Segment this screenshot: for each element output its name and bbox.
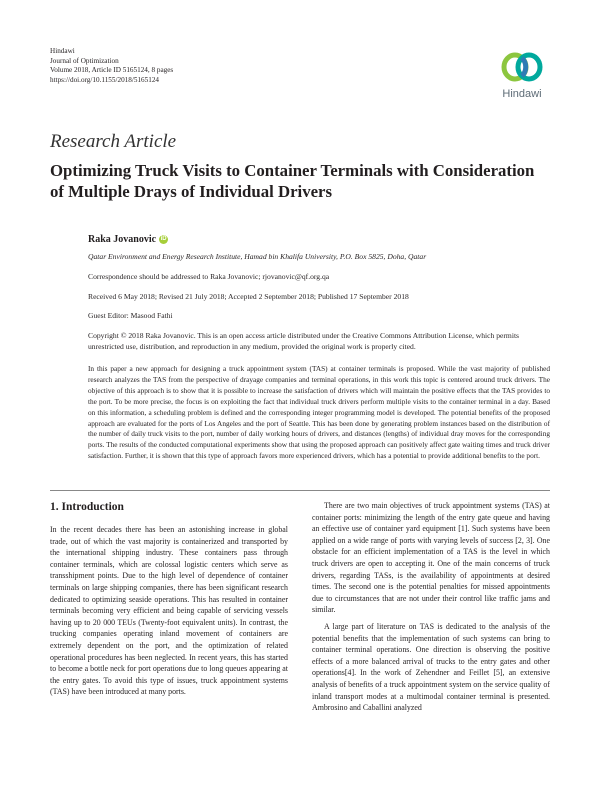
affiliation: Qatar Environment and Energy Research Institute, Hamad bin Khalifa University, P.O. Box 5825, Doha, Qatar xyxy=(88,252,427,261)
left-column xyxy=(50,500,288,698)
doi-link[interactable]: https://doi.org/10.1155/2018/5165124 xyxy=(50,75,160,84)
divider xyxy=(50,490,550,491)
hindawi-logo-icon xyxy=(500,50,544,84)
journal-name: Journal of Optimization xyxy=(50,56,119,65)
publisher-name: Hindawi xyxy=(50,47,75,55)
paragraph: In the recent decades there has been an astonishing increase in global trade, out of which the vast majority is containerized and transported by the international shipping industry. These containers pass through container terminals, which are colossal logistic centers which serve as transshipment points. Due to the high level of dependence of container terminals on large shipping companies, there has been significant research dedicated to optimizing seaside operations. This has resulted in container terminals becoming very efficient and being capable of servicing vessels having up to 20 000 TEUs (Twenty-foot equivalent units). In contrast, the trucking companies operating inland movement of containers are extremely dependent on the port, and the optimization of related operational procedures has been neglected. In recent years, this has started to become a bottle neck for port operations due to long queues appearing at the entry gates. To avoid this type of issues, truck appointment systems (TAS) have been introduced at many ports. xyxy=(50,525,288,697)
paragraph: A large part of literature on TAS is dedicated to the analysis of the potential benefits that the implementation of such systems can bring to container terminal operations. One direction is observing the positive effects of a more balanced arrival of trucks to the entry gates and other operations[4]. In the work of Zehendner and Feillet [5], an extensive analysis of benefits of a truck appointment system on the service quality of inland transport modes at a multimodal container terminal is presented. Ambrosino and Caballini analyzed xyxy=(312,621,550,713)
journal-header xyxy=(50,47,173,85)
abstract: In this paper a new approach for designing a truck appointment system (TAS) at container terminals is proposed. While the vast majority of published research analyzes the TAS from the perspective of drayage companies and terminal operations, in this work this topic is centered around truck drivers. The objective of this approach is to show that it is possible to increase the satisfaction of drivers which will maintain the positive effects that the TAS provides to the port. To be more precise, the focus is on exploiting the fact that individual truck drivers perform multiple visits to the container terminal in a day. Based on this information, a scheduling problem is defined and the corresponding integer programming model is developed. The potential benefits of the proposed approach are evaluated for the ports of Los Angeles and the port of Seattle. This has been done by generating problem instances based on the distribution of the number of daily truck visits to the port, number of daily working hours of drivers, and distances (lengths) of individual dray moves for the corresponding ports. The results of the conducted computational experiments show that using the proposed approach can positively affect gate waiting times and truck driver satisfaction. Further, it is shown that this type of approach favors more experienced drivers, which has a potential to provide additional benefits to the port. xyxy=(88,364,550,461)
paragraph: There are two main objectives of truck appointment systems (TAS) at container ports: minimizing the length of the entry gate queue and having an effective use of container yard equipment [1]. Such systems have been applied on a wide range of ports with varying levels of success [2, 3]. One obstacle for an efficient implementation of a TAS is the level in which truck drivers are open to accepting it. One of the main concerns of truck drivers, regarding TASs, is the availability of appointments at desired times. The second one is the potential penalties for missed appointments due to circumstances that are not under their control like traffic jams and similar. xyxy=(312,501,550,615)
copyright: Copyright © 2018 Raka Jovanovic. This is an open access article distributed under the Creative Commons Attribution License, which permits unrestricted use, distribution, and reproduction in any medium, provided the original work is properly cited. xyxy=(88,331,520,351)
dates: Received 6 May 2018; Revised 21 July 2018; Accepted 2 September 2018; Published 17 September 2018 xyxy=(88,292,409,301)
author-name[interactable]: Raka Jovanovic xyxy=(88,234,157,245)
right-column xyxy=(312,500,550,714)
article-title: Optimizing Truck Visits to Container Terminals with Consideration of Multiple Drays of Individual Drivers xyxy=(50,161,535,201)
correspondence: Correspondence should be addressed to Raka Jovanovic; rjovanovic@qf.org.qa xyxy=(88,272,330,281)
orcid-icon[interactable]: iD xyxy=(160,236,167,242)
hindawi-logo[interactable] xyxy=(496,50,548,100)
author-line xyxy=(88,234,168,245)
section-heading: 1. Introduction xyxy=(50,501,124,513)
volume-info: Volume 2018, Article ID 5165124, 8 pages xyxy=(50,66,174,75)
guest-editor: Guest Editor: Masood Fathi xyxy=(88,311,173,320)
logo-text: Hindawi xyxy=(502,88,542,100)
article-type: Research Article xyxy=(50,131,177,152)
